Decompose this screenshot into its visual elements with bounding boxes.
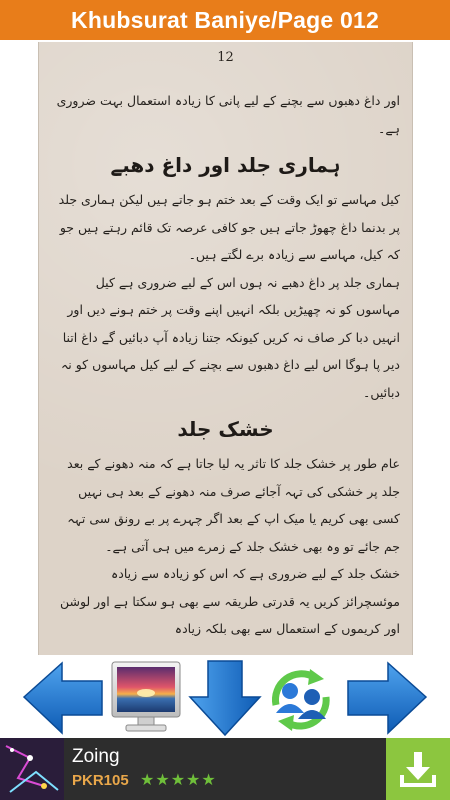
download-page-button[interactable] [188, 657, 262, 738]
navigation-bar [0, 657, 450, 738]
monitor-sunset-icon [108, 657, 184, 738]
arrow-right-icon [346, 657, 428, 738]
gallery-button[interactable] [108, 657, 184, 738]
ad-price: PKR105 [72, 772, 129, 789]
page-body [51, 87, 400, 643]
download-icon [398, 749, 438, 789]
section-heading: ہماری جلد اور داغ دھبے [110, 153, 341, 177]
ad-title[interactable]: Zoing [72, 746, 120, 767]
arrow-down-icon [188, 657, 262, 738]
page-paragraph: کیل مہاسے تو ایک وقت کے بعد ختم ہو جاتے ہیں لیکن ہماری جلد پر بدنما داغ چھوڑ جاتے ہیں جو کافی عرصہ تک قائم رہتے ہیں جو کہ کیل، مہاسے سے زیادہ برے لگتے ہیں۔ [58, 192, 400, 262]
ad-download-button[interactable] [386, 738, 450, 800]
arrow-left-icon [22, 657, 104, 738]
ad-banner[interactable] [0, 738, 450, 800]
page-number: 12 [217, 50, 234, 65]
share-button[interactable] [264, 657, 338, 738]
next-page-button[interactable] [346, 657, 428, 738]
section-heading: خشک جلد [177, 417, 274, 441]
game-thumbnail-icon [0, 738, 64, 800]
app-title-bar [0, 0, 450, 40]
scanned-page [38, 42, 413, 655]
ad-rating-stars: ★★★★★ [140, 770, 217, 789]
page-paragraph: عام طور پر خشک جلد کا تاثر یہ لیا جاتا ہے کہ منہ دھونے کے بعد جلد پر خشکی کی تہہ آجائے صرف منہ دھونے کے بعد ہی نہیں کسی بھی کریم یا میک اپ کے بعد اگر چہرے پر بے رونق سی تہہ جم جائے تو وہ بھی خشک جلد کے زمرے میں ہی آتی ہے۔ [67, 456, 400, 554]
previous-page-button[interactable] [22, 657, 104, 738]
page-paragraph: اور داغ دھبوں سے بچنے کے لیے پانی کا زیادہ استعمال بہت ضروری ہے۔ [56, 93, 400, 136]
app-title: Khubsurat Baniye/Page 012 [71, 6, 379, 33]
ad-app-icon[interactable] [0, 738, 64, 800]
users-sync-icon [264, 657, 338, 738]
page-paragraph: خشک جلد کے لیے ضروری ہے کہ اس کو زیادہ سے زیادہ موئسچرائز کریں یہ قدرتی طریقہ سے بھی ہو سکتا ہے اور لوشن اور کریموں کے استعمال سے بھی بلکہ زیادہ [59, 566, 400, 636]
page-viewer[interactable] [0, 40, 450, 657]
page-paragraph: ہماری جلد پر داغ دھبے نہ ہوں اس کے لیے ضروری ہے کیل مہاسوں کو نہ چھیڑیں بلکہ انہیں اپنے وقت پر ختم ہونے دیں اور انہیں دبا کر صاف نہ کریں کیونکہ جتنا زیادہ آپ دبائیں گے داغ اتنا دیر پا ہوگا اس لیے داغ دھبوں سے بچنے کے لیے کیل مہاسوں کو نہ دبائیں۔ [60, 274, 400, 400]
